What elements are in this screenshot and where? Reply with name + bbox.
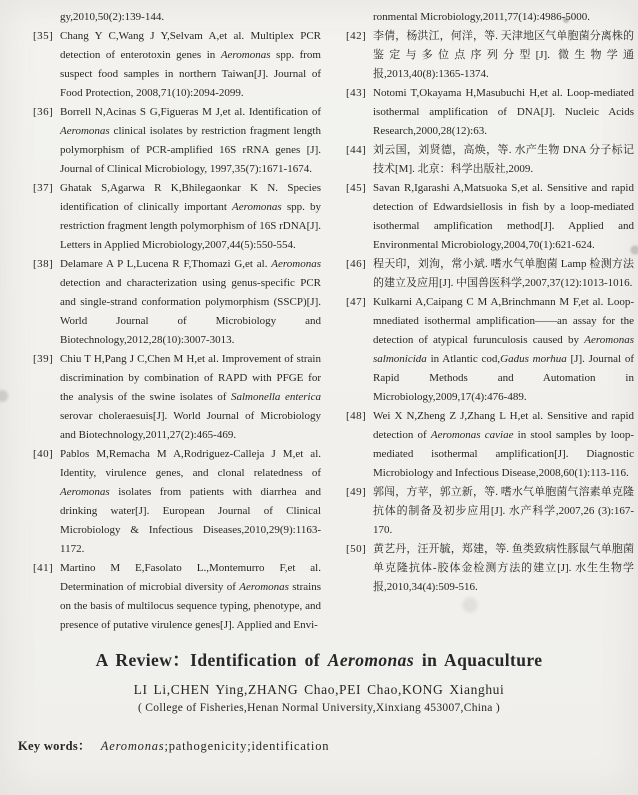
reference-text	[373, 30, 634, 80]
reference-label: [47]	[346, 296, 367, 308]
plain-text: Borrell N,Acinas S G,Figueras M J,et al. Identification of	[60, 106, 321, 118]
reference-item	[33, 559, 321, 635]
reference-text	[373, 543, 634, 593]
plain-text: Savan R,Igarashi A,Matsuoka S,et al. Sensitive and rapid detection of Edwardsiellosis in fish by a loop-mediated isothermal amplification method[J]. Applied and Environmental Microbiology,2004,70(1):621-624.	[373, 182, 634, 251]
reference-text	[373, 144, 634, 175]
reference-text	[60, 182, 321, 251]
reference-label: [45]	[346, 182, 367, 194]
plain-text: 李倩，杨洪江，何洋，等. 天津地区气单胞菌分离株的鉴定与多位点序列分型[J]. 微生物学通报,2013,40(8):1365-1374.	[373, 30, 634, 80]
reference-label: [44]	[346, 144, 367, 156]
reference-item	[33, 255, 321, 350]
plain-text: Martino M E,Fasolato L.,Montemurro F,et al. Determination of microbial diversity of	[60, 562, 321, 593]
plain-text: Notomi T,Okayama H,Masubuchi H,et al. Loop-mediated isothermal amplification of DNA[J]. Nucleic Acids Research,2000,28(12):63.	[373, 87, 634, 137]
plain-text: clinical isolates by restriction fragment length polymorphism of PCR-amplified 16S rRNA genes [J]. Journal of Clinical Microbiology, 1997,35(7):1671-1674.	[60, 125, 321, 175]
reference-item	[346, 141, 634, 179]
reference-item	[33, 8, 321, 27]
reference-item	[346, 407, 634, 483]
reference-item	[346, 255, 634, 293]
keywords-line	[18, 738, 618, 755]
reference-label: [40]	[33, 448, 54, 460]
reference-text	[60, 562, 321, 631]
plain-text: Ghatak S,Agarwa R K,Bhilegaonkar K N. Species identification of clinically important	[60, 182, 321, 213]
reference-label: [43]	[346, 87, 367, 99]
reference-item	[33, 27, 321, 103]
plain-text: in stool samples by loop-mediated isothermal amplification[J]. Diagnostic Microbiology and Infectious Disease,2008,60(1):113-116.	[373, 429, 634, 479]
reference-text	[60, 353, 321, 441]
plain-text: in Aquaculture	[414, 650, 543, 670]
italic-text: Gadus morhua	[500, 353, 567, 365]
reference-text	[373, 486, 634, 536]
reference-text	[60, 106, 321, 175]
authors-line: LI Li,CHEN Ying,ZHANG Chao,PEI Chao,KONG Xianghui	[133, 682, 505, 697]
reference-text	[60, 30, 321, 99]
plain-text: Kulkarni A,Caipang C M A,Brinchmann M F,et al. Loop-mnediated isothermal amplification——an assay for the detection of atypical furunculosis caused by	[373, 296, 634, 346]
reference-text	[373, 87, 634, 137]
italic-text: Aeromonas salmonicida	[373, 334, 634, 365]
plain-text: serovar choleraesuis[J]. World Journal of Microbiology and Biotechnology,2011,27(2):465-469.	[60, 410, 321, 441]
plain-text: Chang Y C,Wang J Y,Selvam A,et al. Multiplex PCR detection of enterotoxin genes in	[60, 30, 321, 61]
reference-label: [46]	[346, 258, 367, 270]
reference-label: [50]	[346, 543, 367, 555]
reference-label: [41]	[33, 562, 54, 574]
references-section	[33, 8, 634, 648]
keywords-text	[101, 739, 330, 753]
reference-item	[346, 540, 634, 597]
reference-item	[346, 8, 634, 27]
reference-item	[346, 27, 634, 84]
references-column-right	[346, 8, 634, 648]
plain-text: 程天印，刘洵，常小斌. 嗜水气单胞菌 Lamp 检测方法的建立及应用[J]. 中国兽医科学,2007,37(12):1013-1016.	[373, 258, 634, 289]
reference-text	[373, 11, 590, 23]
reference-item	[346, 84, 634, 141]
reference-item	[346, 483, 634, 540]
plain-text: spp. by restriction fragment length polymorphism of 16S rDNA[J]. Letters in Applied Microbiology,2007,44(5):550-554.	[60, 201, 321, 251]
references-column-left	[33, 8, 321, 648]
plain-text: gy,2010,50(2):139-144.	[60, 11, 165, 23]
plain-text: 郭闯，方苹，郭立新，等. 嗜水气单胞菌气溶素单克隆抗体的制备及初步应用[J]. 水产科学,2007,26 (3):167-170.	[373, 486, 634, 536]
plain-text: A Review：Identification of	[95, 650, 328, 670]
reference-text	[373, 296, 634, 403]
plain-text: detection and characterization using genus-specific PCR and single-strand conformation polymorphism (SSCP)[J]. World Journal of Microbiology and Biotechnology,2012,28(10):3007-3013.	[60, 277, 321, 346]
italic-text: Aeromonas caviae	[430, 429, 514, 441]
plain-text: Wei X N,Zheng Z J,Zhang L H,et al. Sensitive and rapid detection of	[373, 410, 634, 441]
plain-text: 刘云国，刘贤德，高焕，等. 水产生物 DNA 分子标记技术[M]. 北京：科学出版社,2009.	[373, 144, 634, 175]
plain-text: in Atlantic cod,	[426, 353, 501, 365]
italic-text: Aeromonas	[239, 581, 289, 593]
reference-item	[33, 350, 321, 445]
italic-text: Aeromonas	[327, 650, 415, 670]
plain-text: Delamare A P L,Lucena R F,Thomazi G,et al.	[60, 258, 272, 270]
plain-text: 黄艺丹，汪开毓，郑建，等. 鱼类致病性豚鼠气单胞菌单克隆抗体-胶体金检测方法的建立[J]. 水生生物学报,2010,34(4):509-516.	[373, 543, 634, 593]
reference-label: [37]	[33, 182, 54, 194]
reference-item	[346, 179, 634, 255]
reference-label: [38]	[33, 258, 54, 270]
reference-label: [35]	[33, 30, 54, 42]
italic-text: Aeromonas	[60, 125, 110, 137]
reference-item	[346, 293, 634, 407]
article-title	[0, 648, 638, 672]
reference-text	[60, 258, 321, 346]
reference-item	[33, 179, 321, 255]
italic-text: Aeromonas	[220, 49, 271, 61]
reference-item	[33, 103, 321, 179]
plain-text: spp. from suspect food samples in northern Taiwan[J]. Journal of Food Protection, 2008,71(10):2094-2099.	[60, 49, 321, 99]
italic-text: Aeromonas	[100, 739, 165, 753]
reference-text	[373, 258, 634, 289]
reference-label: [48]	[346, 410, 367, 422]
reference-label: [36]	[33, 106, 54, 118]
plain-text: ;pathogenicity;identification	[164, 739, 330, 753]
plain-text: [J]. Journal of Rapid Methods and Automation in Microbiology,2009,17(4):476-489.	[373, 353, 634, 403]
plain-text: Chiu T H,Pang J C,Chen M H,et al. Improvement of strain discrimination by combination of RAPD with PFGE for the analysis of the swine isolates of	[60, 353, 321, 403]
italic-text: Salmonella enterica	[230, 391, 321, 403]
reference-text	[60, 11, 164, 23]
reference-label: [42]	[346, 30, 367, 42]
italic-text: Aeromonas	[60, 486, 110, 498]
plain-text: strains on the basis of multilocus sequence typing, phenotype, and presence of putative virulence genes[J]. Applied and Envi-	[60, 581, 321, 631]
reference-label: [39]	[33, 353, 54, 365]
italic-text: Aeromonas	[232, 201, 282, 213]
plain-text: Pablos M,Remacha M A,Rodriguez-Calleja J M,et al. Identity, virulence genes, and clonal relatedness of	[60, 448, 321, 479]
keywords-label: Key words：	[18, 739, 91, 753]
reference-label: [49]	[346, 486, 367, 498]
plain-text: ronmental Microbiology,2011,77(14):4986-5000.	[373, 11, 591, 23]
plain-text: isolates from patients with diarrhea and drinking water[J]. European Journal of Clinical Microbiology & Infectious Diseases,2010,29(9):1163-1172.	[60, 486, 321, 555]
reference-item	[33, 445, 321, 559]
affiliation-line: ( College of Fisheries,Henan Normal University,Xinxiang 453007,China )	[138, 702, 500, 714]
reference-text	[373, 182, 634, 251]
article-footer	[0, 648, 638, 716]
reference-text	[60, 448, 321, 555]
italic-text: Aeromonas	[271, 258, 321, 270]
reference-text	[373, 410, 634, 479]
